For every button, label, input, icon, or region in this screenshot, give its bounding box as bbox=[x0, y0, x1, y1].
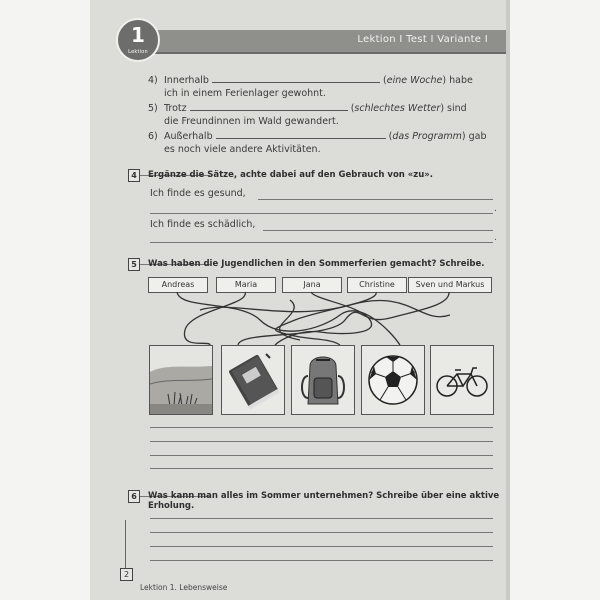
task5-title: Was haben die Jugendlichen in den Sommerferien gemacht? Schreibe. bbox=[148, 259, 485, 269]
landscape-picture[interactable] bbox=[149, 345, 213, 415]
task6-title: Was kann man alles im Sommer unternehmen? Schreibe über eine aktive Erholung. bbox=[148, 491, 500, 511]
exercise-item-6: 6) Außerhalb (das Programm) gab es noch viele andere Aktivitäten. bbox=[148, 131, 487, 155]
line-end-dot: . bbox=[494, 204, 497, 214]
task-number-6: 6 bbox=[128, 490, 140, 503]
football-picture[interactable] bbox=[361, 345, 425, 415]
answer-line[interactable] bbox=[150, 546, 493, 547]
workbook-page bbox=[90, 0, 510, 600]
exercise-item-5: 5) Trotz (schlechtes Wetter) sind die Freundinnen im Wald gewandert. bbox=[148, 103, 467, 127]
task-number-4: 4 bbox=[128, 169, 140, 182]
exercise-item-4: 4) Innerhalb (eine Woche) habe ich in einem Ferienlager gewohnt. bbox=[148, 75, 473, 99]
name-box-maria[interactable]: Maria bbox=[216, 277, 276, 293]
answer-line[interactable] bbox=[150, 427, 493, 428]
line-end-dot: . bbox=[494, 233, 497, 243]
answer-line[interactable] bbox=[150, 518, 493, 519]
name-box-christine[interactable]: Christine bbox=[347, 277, 407, 293]
name-box-andreas[interactable]: Andreas bbox=[148, 277, 208, 293]
book-picture[interactable] bbox=[221, 345, 285, 415]
task4-line1-label: Ich finde es gesund, bbox=[150, 188, 246, 199]
header-title: Lektion I Test I Variante I bbox=[357, 34, 488, 45]
footer-text: Lektion 1. Lebensweise bbox=[140, 583, 228, 592]
backpack-picture[interactable] bbox=[291, 345, 355, 415]
task4-line2-label: Ich finde es schädlich, bbox=[150, 219, 256, 230]
lesson-badge-label: Lektion bbox=[128, 49, 148, 55]
lesson-badge-number: 1 bbox=[131, 23, 145, 47]
answer-line[interactable] bbox=[150, 560, 493, 561]
name-box-jana[interactable]: Jana bbox=[282, 277, 342, 293]
name-box-sven-markus[interactable]: Sven und Markus bbox=[408, 277, 492, 293]
answer-line[interactable] bbox=[150, 441, 493, 442]
page-number: 2 bbox=[120, 568, 133, 581]
task4-title: Ergänze die Sätze, achte dabei auf den Gebrauch von «zu». bbox=[148, 170, 433, 180]
answer-line[interactable] bbox=[150, 468, 493, 469]
bicycle-picture[interactable] bbox=[430, 345, 494, 415]
task-number-5: 5 bbox=[128, 258, 140, 271]
answer-line[interactable] bbox=[150, 532, 493, 533]
answer-line[interactable] bbox=[150, 455, 493, 456]
